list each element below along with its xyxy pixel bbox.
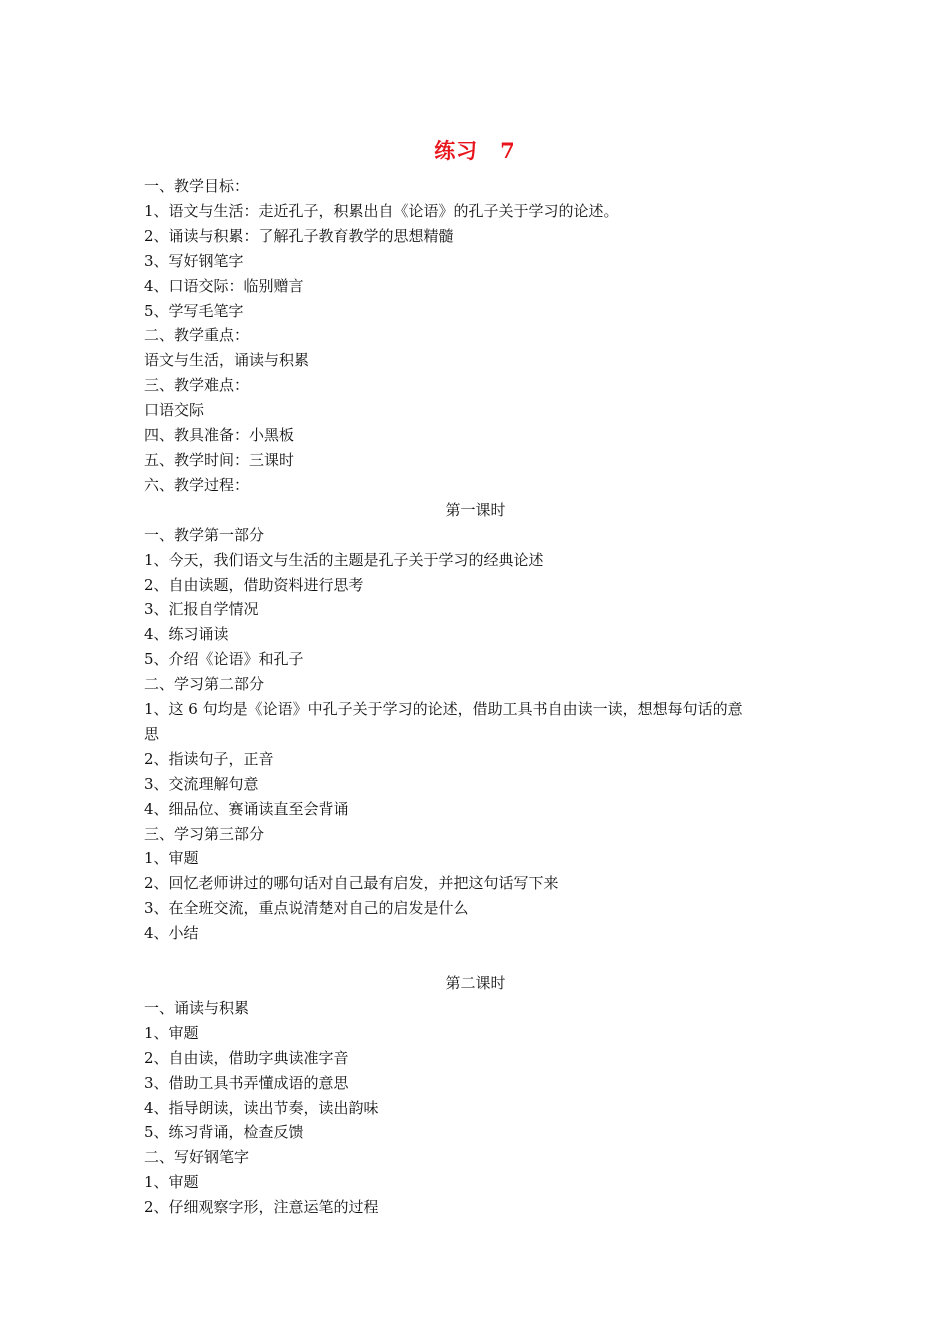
text-line: 一、教学第一部分 xyxy=(144,525,265,544)
text-line: 3、借助工具书弄懂成语的意思 xyxy=(144,1073,349,1092)
text-line: 2、回忆老师讲过的哪句话对自己最有启发，并把这句话写下来 xyxy=(144,874,559,893)
text-line: 语文与生活，诵读与积累 xyxy=(144,351,310,370)
page-title: 练习 7 xyxy=(434,138,516,163)
blank-line xyxy=(144,946,814,971)
text-line: 一、教学目标： xyxy=(144,177,250,195)
text-line: 2、指读句子，正音 xyxy=(144,749,274,768)
text-line: 4、指导朗读，读出节奏，读出韵味 xyxy=(144,1098,379,1117)
section-heading: 第一课时 xyxy=(445,500,506,519)
text-line: 四、教具准备：小黑板 xyxy=(144,426,295,445)
text-line: 三、学习第三部分 xyxy=(144,824,265,843)
lesson-plan-body xyxy=(144,174,814,1220)
text-line: 六、教学过程： xyxy=(144,475,250,494)
text-line: 4、小结 xyxy=(144,924,199,943)
text-line: 1、语文与生活：走近孔子，积累出自《论语》的孔子关于学习的论述。 xyxy=(144,201,619,220)
text-line: 3、汇报自学情况 xyxy=(144,600,259,619)
text-line: 二、教学重点： xyxy=(144,326,250,345)
text-line: 3、交流理解句意 xyxy=(144,774,259,793)
text-line: 二、写好钢笔字 xyxy=(144,1148,250,1167)
text-line: 2、诵读与积累：了解孔子教育教学的思想精髓 xyxy=(144,226,454,245)
text-line: 三、教学难点： xyxy=(144,376,250,395)
text-line: 4、细品位、赛诵读直至会背诵 xyxy=(144,799,349,818)
text-line: 1、这 6 句均是《论语》中孔子关于学习的论述，借助工具书自由读一读，想想每句话的意 xyxy=(144,700,743,719)
text-line: 5、学写毛笔字 xyxy=(144,301,244,320)
section-heading: 第二课时 xyxy=(445,973,506,992)
text-line: 3、在全班交流，重点说清楚对自己的启发是什么 xyxy=(144,899,469,918)
text-line: 口语交际 xyxy=(144,401,205,420)
text-line: 4、练习诵读 xyxy=(144,625,229,644)
text-line: 4、口语交际：临别赠言 xyxy=(144,276,304,295)
text-line: 二、学习第二部分 xyxy=(144,675,265,694)
text-line: 5、练习背诵，检查反馈 xyxy=(144,1123,304,1142)
text-line: 1、审题 xyxy=(144,849,199,868)
text-line: 思 xyxy=(144,724,160,743)
text-line: 1、审题 xyxy=(144,1023,199,1042)
text-line: 2、自由读题，借助资料进行思考 xyxy=(144,575,364,594)
text-line: 2、自由读，借助字典读准字音 xyxy=(144,1048,349,1067)
text-line: 一、诵读与积累 xyxy=(144,998,250,1017)
text-line: 2、仔细观察字形，注意运笔的过程 xyxy=(144,1198,379,1217)
text-line: 1、今天，我们语文与生活的主题是孔子关于学习的经典论述 xyxy=(144,550,544,569)
text-line: 1、审题 xyxy=(144,1173,199,1192)
text-line: 五、教学时间：三课时 xyxy=(144,450,295,469)
text-line: 3、写好钢笔字 xyxy=(144,251,244,270)
text-line: 5、介绍《论语》和孔子 xyxy=(144,650,304,669)
